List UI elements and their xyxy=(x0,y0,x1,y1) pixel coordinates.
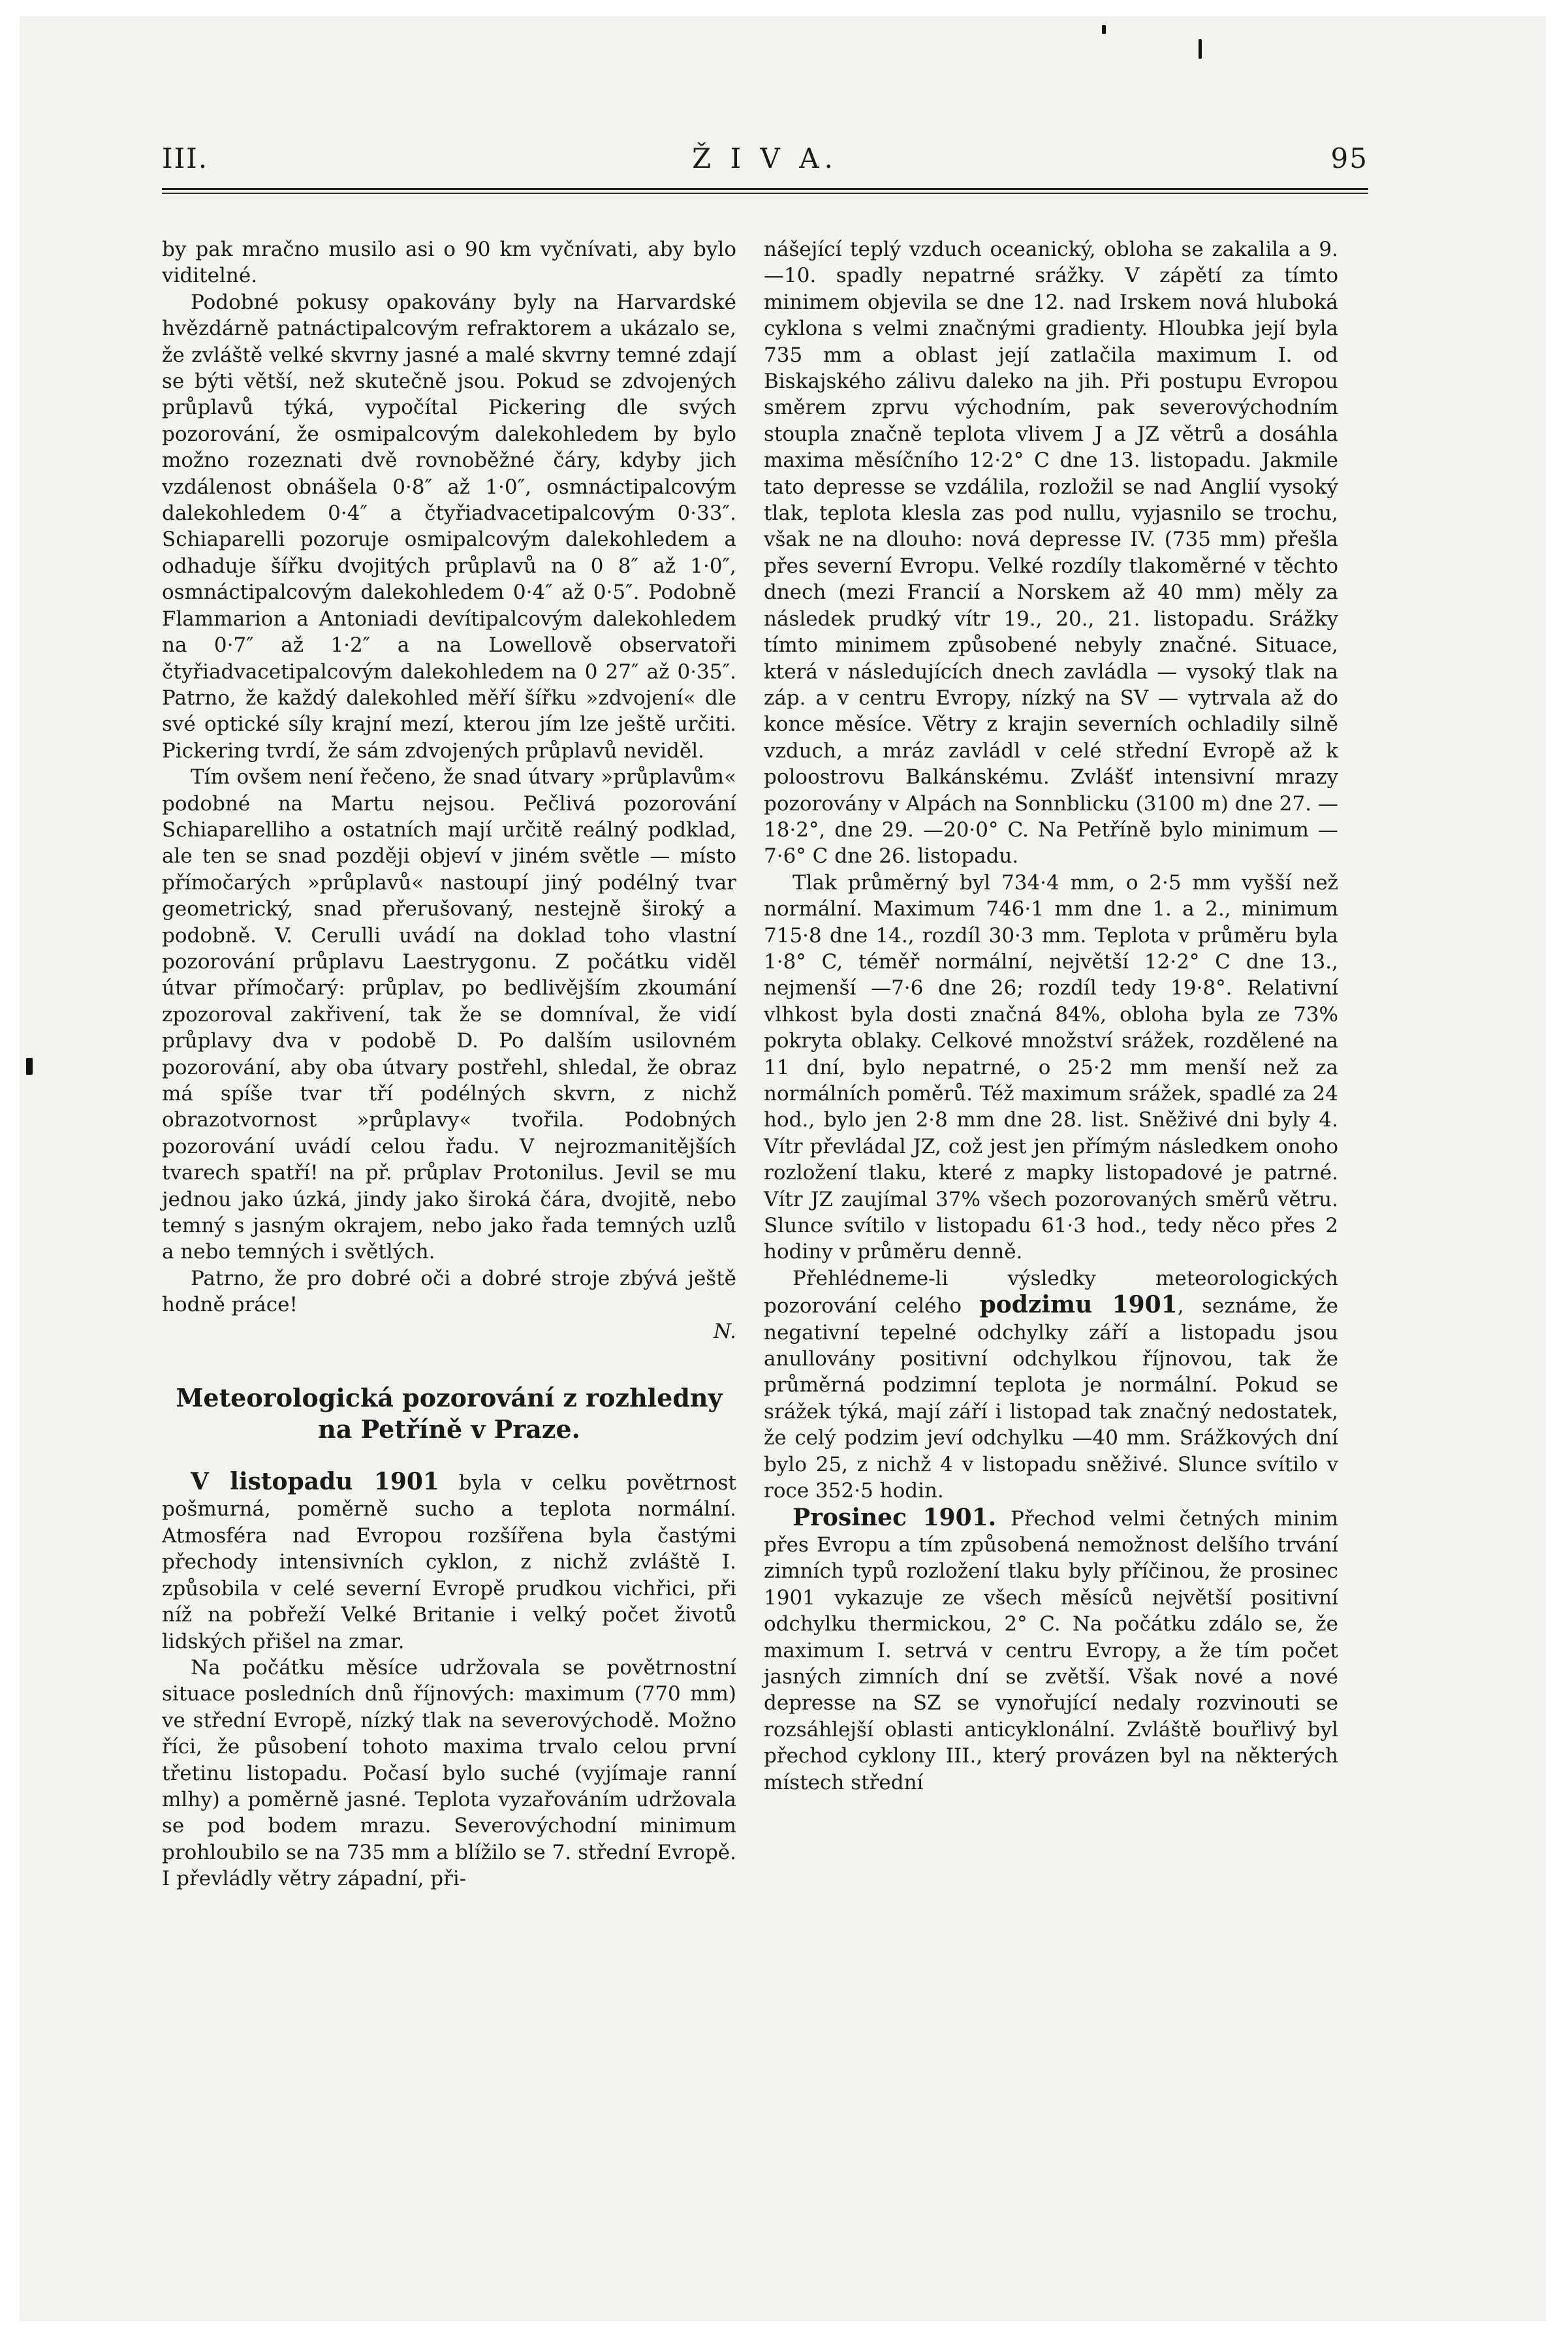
scan-speck xyxy=(1102,25,1106,34)
volume-number: III. xyxy=(162,142,209,174)
header-rule xyxy=(162,188,1368,194)
section-lead: podzimu 1901 xyxy=(979,1291,1178,1319)
article-title: Meteorologická pozorování z rozhledny na Petříně v Praze. xyxy=(176,1383,723,1444)
author-signature: N. xyxy=(713,1319,736,1343)
section-lead: V listopadu 1901 xyxy=(191,1468,439,1496)
paragraph xyxy=(764,1504,1338,1796)
scan-speck xyxy=(1199,39,1202,59)
paragraph xyxy=(162,1469,736,1655)
paragraph: Tlak průměrný byl 734·4 mm, o 2·5 mm vyšší než normální. Maximum 746·1 mm dne 1. a 2., minimum 715·8 dne 14., rozdíl 30·3 mm. Teplota v průměru byla 1·8° C, téměř normální, největší 12·2° C dne 13., nejmenší —7·6 dne 26; rozdíl tedy 19·8°. Relativní vlhkost byla dosti značná 84%, obloha byla ze 73% pokryta oblaky. Celkové množství srážek, rozdělené na 11 dní, bylo nepatrné, o 25·2 mm menší než za normálních poměrů. Též maximum srážek, spadlé za 24 hod., bylo jen 2·8 mm dne 28. list. Sněživé dni byly 4. Vítr převládal JZ, což jest jen přímým následkem onoho rozložení tlaku, které z mapky listopadové je patrné. Vítr JZ zaujímal 37% všech pozorovaných směrů větru. Slunce svítilo v listopadu 61·3 hod., tedy něco přes 2 hodiny v průměru denně. xyxy=(764,870,1338,1264)
paragraph: Patrno, že pro dobré oči a dobré stroje zbývá ještě hodně práce! xyxy=(162,1266,736,1317)
paragraph: Podobné pokusy opakovány byly na Harvardské hvězdárně patnáctipalcovým refraktorem a ukázalo se, že zvláště velké skvrny jasné a malé skvrny temné zdají se býti větší, než skutečně jsou. Pokud se zdvojených průplavů týká, vypočítal Pickering dle svých pozorování, že osmipalcovým dalekohledem by bylo možno rozeznati dvě rovnoběžné čáry, kdyby jich vzdálenost obnášela 0·8″ až 1·0″, osmnáctipalcovým dalekohledem 0·4″ a čtyřiadvacetipalcovým 0·33″. Schiaparelli pozoruje osmipalcovým dalekohledem a odhaduje šířku dvojitých průplavů na 0 8″ až 1·0″, osmnáctipalcovým dalekohledem 0·4″ až 0·5″. Podobně Flammarion a Antoniadi devítipalcovým dalekohledem na 0·7″ až 1·2″ a na Lowellově observatoři čtyřiadvacetipalcovým dalekohledem na 0 27″ až 0·35″. Patrno, že každý dalekohled měří šířku »zdvojení« dle své optické síly krajní mezí, kterou jím lze ještě určiti. Pickering tvrdí, že sám zdvojených průplavů neviděl. xyxy=(162,290,736,763)
page-number: 95 xyxy=(1330,142,1368,174)
running-header xyxy=(162,142,1368,182)
paragraph: by pak mračno musilo asi o 90 km vyčnívati, aby bylo viditelné. xyxy=(162,238,736,288)
paragraph-text: Přechod velmi četných minim přes Evropu a tím způsobená nemožnost delšího trvání zimních typů rozložení tlaku byly příčinou, že prosinec 1901 vykazuje ze všech měsíců největší positivní odchylku thermickou, 2° C. Na počátku zdálo se, že maximum I. setrvá v centru Evropy, a že tím počet jasných zimních dní se zvětší. Však nové a nové depresse na SZ se vynořující nedaly rozvinouti se rozsáhlejší oblasti anticyklonální. Zvláště bouřlivý byl přechod cyklony III., který provázen byl na některých místech střední xyxy=(764,1506,1338,1794)
paragraph-text: Přehlédneme-li výsledky meteorologických pozorování celého xyxy=(764,1266,1338,1318)
paragraph: Tím ovšem není řečeno, že snad útvary »průplavům« podobné na Martu nejsou. Pečlivá pozorování Schiaparelliho a ostatních mají určitě reálný podklad, ale ten se snad později objeví v jiném světle — místo přímočarých »průplavů« nastoupí jiný podélný tvar geometrický, snad přerušovaný, nestejně široký a podobně. V. Cerulli uvádí na doklad toho vlastní pozorování průplavu Laestrygonu. Z počátku viděl útvar přímočarý: průplav, po bedlivějším zkoumání zpozoroval zakřivení, tak že se domníval, že vidí průplavy dva v podobě D. Po dalším usilovném pozorování, aby oba útvary postřehl, shledal, že obraz má spíše tvar tří podélných skvrn, z nichž obrazotvornost »průplavy« tvořila. Podobných pozorování uvádí celou řadu. V nejrozmanitějších tvarech spatří! na př. průplav Protonilus. Jevil se mu jednou jako úzká, jindy jako široká čára, dvojitě, nebo temný s jasným okrajem, nebo jako řada temných uzlů a nebo temných i světlých. xyxy=(162,765,736,1264)
paragraph xyxy=(764,1265,1338,1504)
journal-title: Ž I V A. xyxy=(692,142,838,174)
right-column xyxy=(764,236,1338,1796)
paragraph-text: byla v celku povětrnost pošmurná, poměrně sucho a teplota normální. Atmosféra nad Evropou rozšířena byla častými přechody intensivních cyklon, z nichž zvláště I. způsobila v celé severní Evropě prudkou vichřici, při níž na pobřeží Velké Britanie i velký počet životů lidských přišel na zmar. xyxy=(162,1471,736,1653)
paragraph: Na počátku měsíce udržovala se povětrnostní situace posledních dnů říjnových: maximum (770 mm) ve střední Evropě, nízký tlak na severovýchodě. Možno říci, že působení tohoto maxima trvalo celou první třetinu listopadu. Počasí bylo suché (vyjímaje ranní mlhy) a poměrně jasné. Teplota vyzařováním udržovala se pod bodem mrazu. Severovýchodní minimum prohloubilo se na 735 mm a blížilo se 7. střední Evropě. I převládly větry západní, při- xyxy=(162,1655,736,1891)
left-column xyxy=(162,236,736,1892)
paragraph-text: , seznáme, že negativní tepelné odchylky září a listopadu jsou anullovány positivní odchylkou říjnovou, tak že průměrná podzimní teplota je normální. Pokud se srážek týká, mají září i listopad tak značný nedostatek, že celý podzim jeví odchylku —40 mm. Srážkových dní bylo 25, z nichž 4 v listopadu sněživé. Slunce svítilo v roce 352·5 hodin. xyxy=(764,1294,1338,1503)
scan-speck xyxy=(26,1058,33,1075)
section-lead: Prosinec 1901. xyxy=(792,1503,997,1531)
paragraph: nášející teplý vzduch oceanický, obloha se zakalila a 9.—10. spadly nepatrné srážky. V zápětí za tímto minimem objevila se dne 12. nad Irskem nová hluboká cyklona s velmi značnými gradienty. Hloubka její byla 735 mm a oblast její zatlačila maximum I. od Biskajského zálivu daleko na jih. Při postupu Evropou směrem zprvu východním, pak severovýchodním stoupla značně teplota vlivem J a JZ větrů a dosáhla maxima měsíčního 12·2° C dne 13. listopadu. Jakmile tato depresse se vzdálila, rozložil se nad Anglií vysoký tlak, teplota klesla zas pod nullu, vyjasnilo se trochu, však ne na dlouho: nová depresse IV. (735 mm) přešla přes severní Evropu. Velké rozdíly tlakoměrné v těchto dnech (mezi Francií a Norskem až 40 mm) měly za následek prudký vítr 19., 20., 21. listopadu. Srážky tímto minimem způsobené nebyly značné. Situace, která v následujících dnech zavládla — vysoký tlak na záp. a v centru Evropy, nízký na SV — vytrvala až do konce měsíce. Větry z krajin severních ochladily silně vzduch, a mráz zavládl v celé střední Evropě až k poloostrovu Balkánskému. Zvlášť intensivní mrazy pozorovány v Alpách na Sonnblicku (3100 m) dne 27. —18·2°, dne 29. —20·0° C. Na Petříně bylo minimum —7·6° C dne 26. listopadu. xyxy=(764,238,1338,868)
